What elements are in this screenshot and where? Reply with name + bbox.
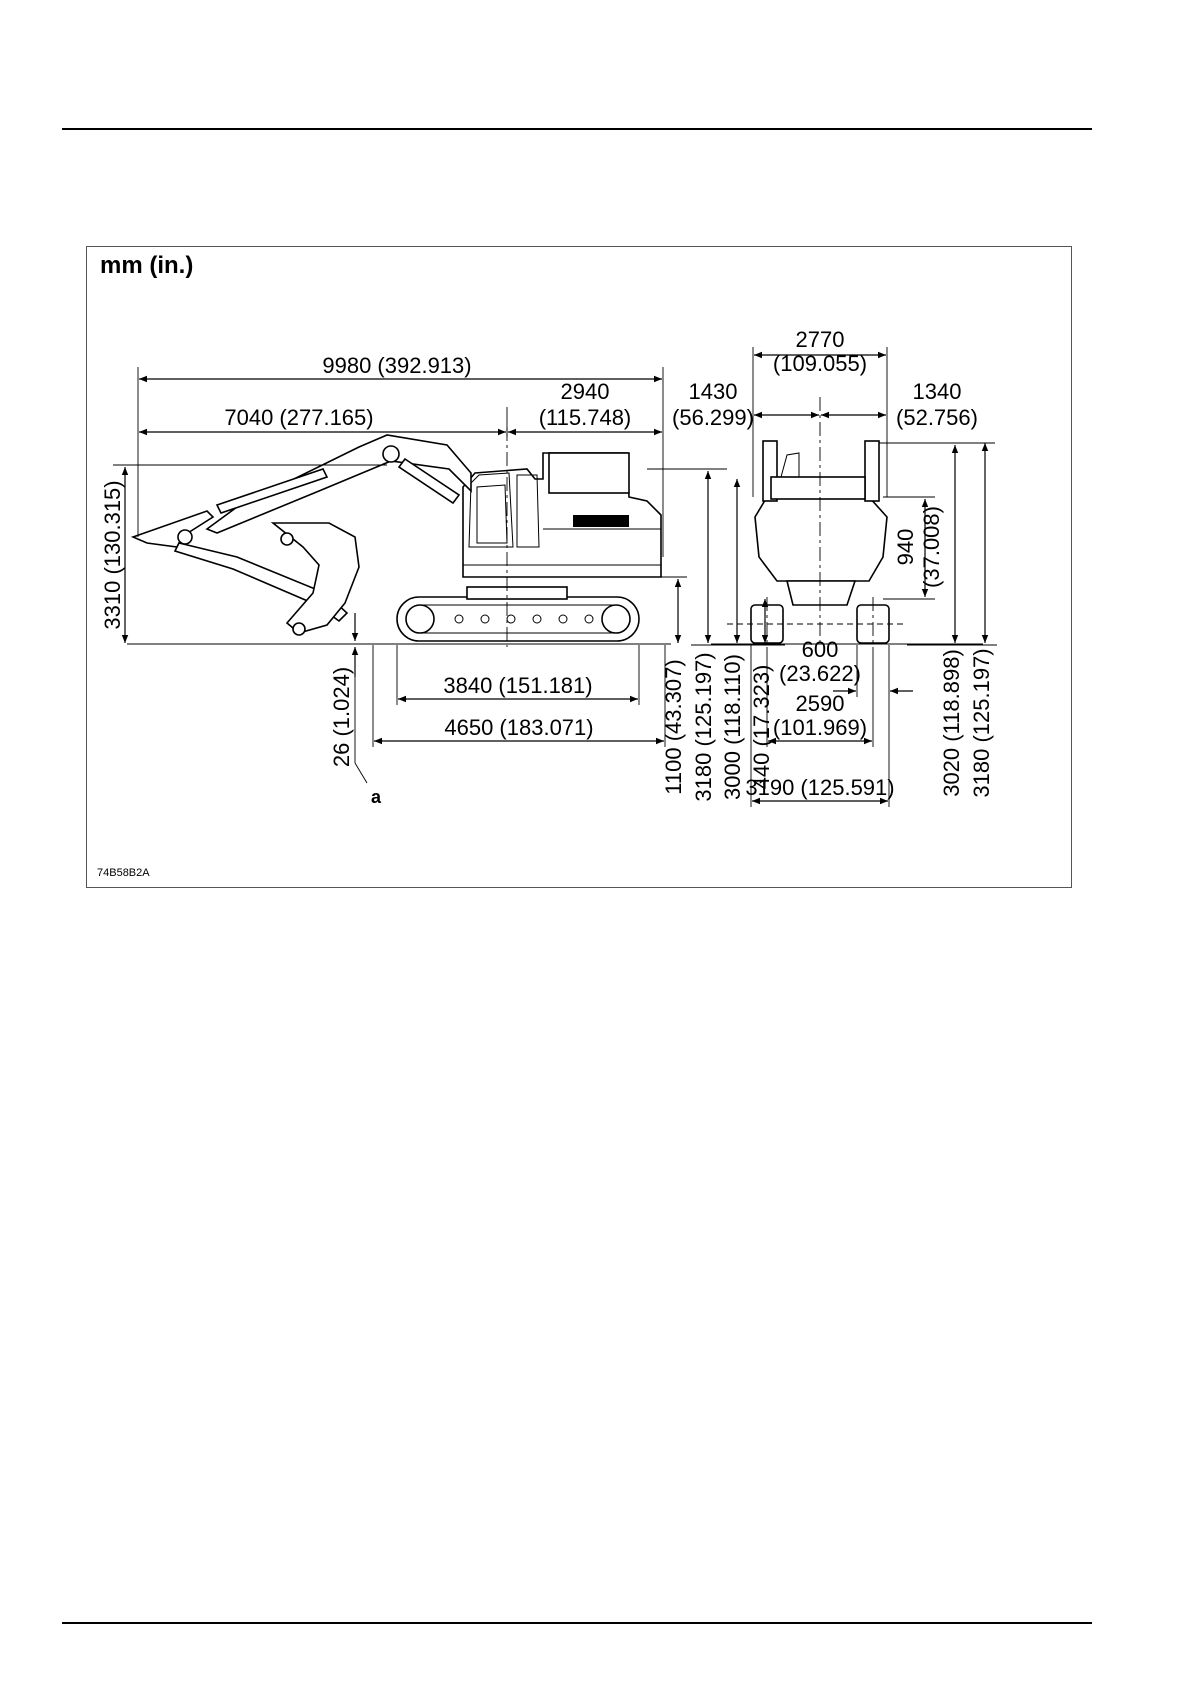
dim-rear-height: 3020 (118.898)	[939, 649, 964, 797]
dim-upper-width-inch: (109.055)	[772, 351, 868, 376]
side-view-excavator	[127, 427, 671, 647]
footer-rule	[62, 1622, 1092, 1624]
dim-boom-height: 3000 (118.110)	[720, 654, 745, 800]
dim-track-gauge-inch: (101.969)	[772, 715, 868, 740]
dim-counterweight-clearance: 1100 (43.307)	[661, 659, 686, 795]
dim-rear-overall-height: 3180 (125.197)	[969, 648, 994, 798]
dimension-figure	[86, 246, 1072, 888]
dim-overall-width: 3190 (125.591)	[745, 775, 895, 800]
dim-overall-length: 9980 (392.913)	[322, 353, 472, 378]
dim-upper-height-value: 940	[893, 528, 918, 566]
dim-front-reach: 7040 (277.165)	[224, 405, 374, 430]
unit-label: mm (in.)	[100, 252, 194, 279]
dim-ground-offset: 26 (1.024)	[329, 666, 354, 768]
dim-upper-height-inch: (37.008)	[919, 506, 944, 588]
dim-overall-height-side: 3310 (130.315)	[100, 480, 125, 630]
callout-a: a	[371, 787, 382, 807]
figure-code: 74B58B2A	[97, 867, 150, 879]
dim-tail-length-value: 2940	[560, 379, 610, 404]
dim-upper-width-value: 2770	[795, 327, 845, 352]
dim-track-length: 4650 (183.071)	[444, 715, 594, 740]
dim-track-gauge-value: 2590	[795, 691, 845, 716]
dimension-drawing	[87, 247, 1073, 889]
dim-left-offset-inch: (56.299)	[672, 405, 754, 430]
dim-ground-clearance: 440 (17.323)	[749, 664, 774, 790]
dim-tail-length-inch: (115.748)	[538, 405, 632, 430]
dim-shoe-width-inch: (23.622)	[779, 661, 861, 686]
dim-right-offset-inch: (52.756)	[896, 405, 978, 430]
dim-left-offset-value: 1430	[688, 379, 738, 404]
dim-right-offset-value: 1340	[912, 379, 962, 404]
dim-shoe-width-value: 600	[801, 637, 839, 662]
dim-tumbler-distance: 3840 (151.181)	[443, 673, 593, 698]
dim-cab-height: 3180 (125.197)	[691, 652, 716, 802]
header-rule	[62, 128, 1092, 130]
